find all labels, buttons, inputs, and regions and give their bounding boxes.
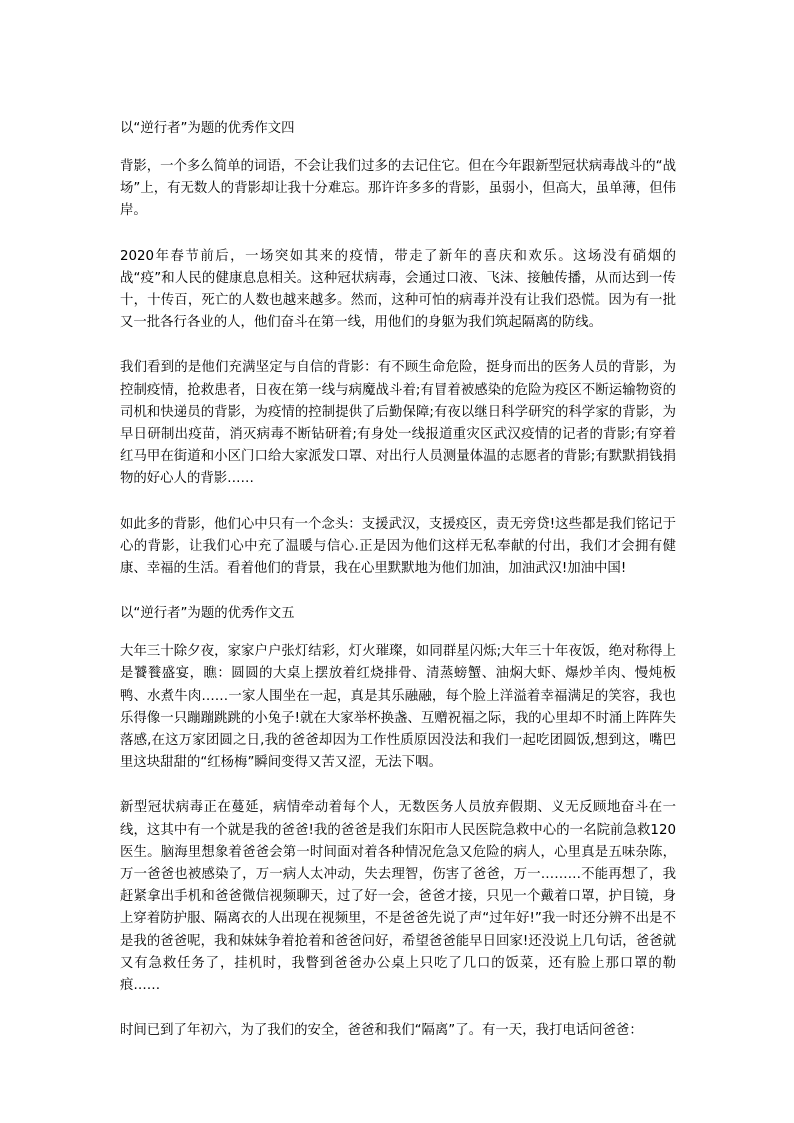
essay-four-paragraph-3: 我们看到的是他们充满坚定与自信的背影：有不顾生命危险，挺身而出的医务人员的背影，为控制疫情，抢救患者，日夜在第一线与病魔战斗着;有冒着被感染的危险为疫区不断运输物资的司机和快递员的背影，为疫情的控制提供了后勤保障;有夜以继日科学研究的科学家的背影，为早日研制出疫苗，消灭病毒不断钻研着;有身处一线报道重灾区武汉疫情的记者的背影;有穿着红马甲在街道和小区门口给大家派发口罩、对出行人员测量体温的志愿者的背影;有默默捐钱捐物的好心人的背影…… [120, 360, 676, 487]
essay-five-paragraph-1: 大年三十除夕夜，家家户户张灯结彩，灯火璀璨，如同群星闪烁;大年三十年夜饭，绝对称得上是饕餮盛宴，瞧：圆圆的大桌上摆放着红烧排骨、清蒸螃蟹、油焖大虾、爆炒羊肉、慢炖板鸭、水煮牛肉……一家人围坐在一起，真是其乐融融，每个脸上洋溢着幸福满足的笑容，我也乐得像一只蹦蹦跳跳的小兔子!就在大家举杯换盏、互赠祝福之际，我的心里却不时涌上阵阵失落感,在这万家团圆之日,我的爸爸却因为工作性质原因没法和我们一起吃团圆饭,想到这，嘴巴里这块甜甜的“红杨梅”瞬间变得又苦又涩，无法下咽。 [120, 644, 676, 771]
essay-four-paragraph-2: 2020年春节前后，一场突如其来的疫情，带走了新年的喜庆和欢乐。这场没有硝烟的战“疫”和人民的健康息息相关。这种冠状病毒，会通过口液、飞沫、接触传播，从而达到一传十，十传百，死亡的人数也越来越多。然而，这种可怕的病毒并没有让我们恐慌。因为有一批又一批各行各业的人，他们奋斗在第一线，用他们的身躯为我们筑起隔离的防线。 [120, 248, 676, 331]
essay-four-title: 以“逆行者”为题的优秀作文四 [120, 121, 295, 136]
essay-four-paragraph-4: 如此多的背影，他们心中只有一个念头：支援武汉，支援疫区，责无旁贷!这些都是我们铭记于心的背影，让我们心中充了温暖与信心.正是因为他们这样无私奉献的付出，我们才会拥有健康、幸福的生活。看着他们的背景，我在心里默默地为他们加油，加油武汉!加油中国! [120, 516, 676, 577]
essay-four-paragraph-1: 背影，一个多么简单的词语，不会让我们过多的去记住它。但在今年跟新型冠状病毒战斗的“战场”上，有无数人的背影却让我十分难忘。那许许多多的背影，虽弱小，但高大，虽单薄，但伟岸。 [120, 159, 676, 219]
essay-five-title: 以“逆行者”为题的优秀作文五 [120, 606, 295, 622]
document-page [120, 118, 676, 1066]
essay-five-paragraph-3: 时间已到了年初六，为了我们的安全，爸爸和我们“隔离”了。有一天，我打电话问爸爸： [120, 1023, 643, 1039]
essay-five-paragraph-2: 新型冠状病毒正在蔓延，病情牵动着每个人，无数医务人员放弃假期、义无反顾地奋斗在一线，这其中有一个就是我的爸爸!我的爸爸是我们东阳市人民医院急救中心的一名院前急救120医生。脑海里想象着爸爸会第一时间面对着各种情况危急又危险的病人，心里真是五味杂陈，万一爸爸也被感染了，万一病人太冲动，失去理智，伤害了爸爸，万一………不能再想了，我赶紧拿出手机和爸爸微信视频聊天，过了好一会，爸爸才接，只见一个戴着口罩，护目镜，身上穿着防护服、隔离衣的人出现在视频里，不是爸爸先说了声“过年好!”我一时还分辨不出是不是我的爸爸呢，我和妹妹争着抢着和爸爸问好，希望爸爸能早日回家!还没说上几句话，爸爸就又有急救任务了，挂机时，我瞥到爸爸办公桌上只吃了几口的饭菜，还有脸上那口罩的勒痕…… [120, 800, 676, 994]
